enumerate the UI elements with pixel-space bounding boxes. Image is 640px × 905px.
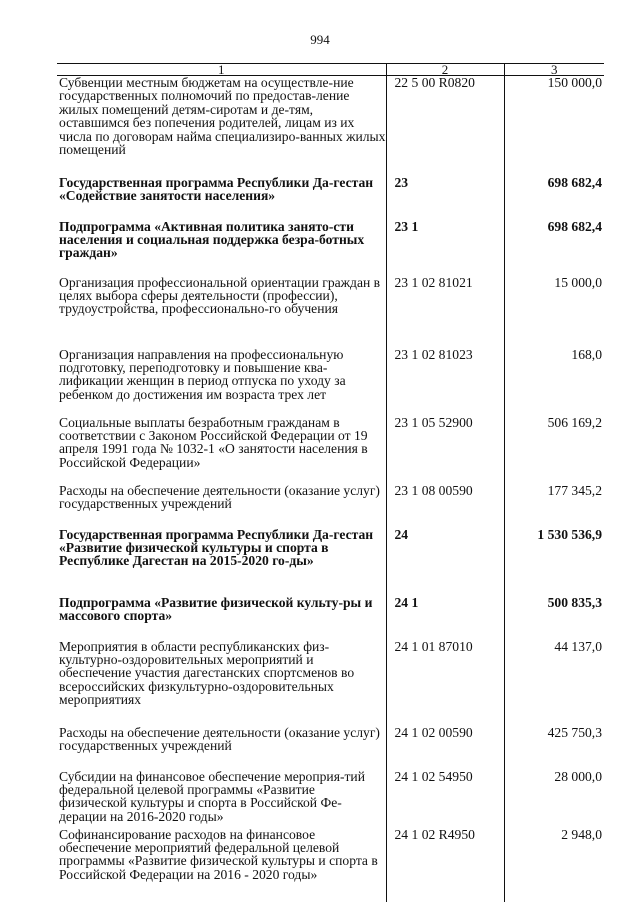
row-code-cell: 24 1 01 87010 (386, 640, 504, 726)
row-code-cell: 24 1 02 R4950 (386, 828, 504, 902)
column-header-1: 1 (57, 64, 386, 76)
row-name-cell: Расходы на обеспечение деятельности (оказание услуг) государственных учреждений (59, 724, 380, 753)
row-code-cell: 22 5 00 R0820 (386, 76, 504, 176)
row-code-cell: 24 1 02 00590 (386, 726, 504, 770)
row-code-cell: 23 1 08 00590 (386, 484, 504, 528)
row-sum-cell: 1 530 536,9 (504, 528, 604, 596)
table-row (57, 76, 604, 176)
table-row (57, 176, 604, 220)
budget-table (57, 63, 604, 902)
row-name-cell: Субсидии на финансовое обеспечение мероприя-тий федеральной целевой программы «Развитие физической культуры и спорта в Российской Фе-дерации на 2016-2020 годы» (59, 768, 365, 824)
table-row (57, 348, 604, 416)
row-sum-cell: 28 000,0 (504, 770, 604, 828)
row-name-cell: Расходы на обеспечение деятельности (оказание услуг) государственных учреждений (59, 482, 380, 511)
table-row (57, 770, 604, 828)
row-sum-cell: 150 000,0 (504, 76, 604, 176)
row-name-cell: Подпрограмма «Активная политика занято-сти населения и социальная поддержка безра-ботных граждан» (59, 218, 365, 261)
page-number: 994 (310, 32, 330, 47)
column-header-2: 2 (386, 64, 504, 76)
row-sum-cell: 177 345,2 (504, 484, 604, 528)
row-sum-cell: 698 682,4 (504, 220, 604, 276)
row-name-cell: Подпрограмма «Развитие физической культу-ры и массового спорта» (59, 594, 373, 623)
row-sum-cell: 506 169,2 (504, 416, 604, 484)
table-row (57, 640, 604, 726)
row-name-cell: Мероприятия в области республиканских физ-культурно-оздоровительных мероприятий и обеспечение участия дагестанских спортсменов во всероссийских физкультурно-оздоровительных мероприятиях (59, 638, 355, 708)
row-code-cell: 24 1 (386, 596, 504, 640)
row-code-cell: 24 1 02 54950 (386, 770, 504, 828)
row-name-cell: Социальные выплаты безработным гражданам в соответствии с Законом Российской Федерации от 19 апреля 1991 года № 1032-1 «О занятости населения в Российской Федерации» (59, 414, 368, 470)
row-name-cell: Государственная программа Республики Да-гестан «Содействие занятости населения» (59, 174, 374, 203)
row-sum-cell: 425 750,3 (504, 726, 604, 770)
row-sum-cell: 2 948,0 (504, 828, 604, 902)
row-sum-cell: 15 000,0 (504, 276, 604, 348)
table-row (57, 528, 604, 596)
row-code-cell: 23 1 (386, 220, 504, 276)
row-code-cell: 24 (386, 528, 504, 596)
table-row (57, 596, 604, 640)
table-row (57, 276, 604, 348)
row-name-cell: Субвенции местным бюджетам на осуществле-ние государственных полномочий по предостав-ление жилых помещений детям-сиротам и де-тям, оставшимся без попечения родителей, лицам из их числа по договорам найма специализиро-ванных жилых помещений (59, 75, 386, 158)
row-name-cell: Государственная программа Республики Да-гестан «Развитие физической культуры и спорта в Республике Дагестан на 2015-2020 го-ды» (59, 526, 374, 569)
table-row (57, 828, 604, 902)
row-code-cell: 23 1 02 81023 (386, 348, 504, 416)
row-name-cell: Организация направления на профессиональную подготовку, переподготовку и повышение ква-лификации женщин в период отпуска по уходу за ребенком до достижения им возраста трех лет (59, 346, 346, 402)
row-sum-cell: 500 835,3 (504, 596, 604, 640)
row-name-cell: Софинансирование расходов на финансовое обеспечение мероприятий федеральной целевой программы «Развитие физической культуры и спорта в Российской Федерации на 2016 - 2020 годы» (59, 826, 378, 882)
table-row (57, 726, 604, 770)
table-row (57, 416, 604, 484)
table-header-row (57, 64, 604, 76)
row-sum-cell: 44 137,0 (504, 640, 604, 726)
table-row (57, 220, 604, 276)
table-row (57, 484, 604, 528)
row-code-cell: 23 (386, 176, 504, 220)
row-name-cell: Организация профессиональной ориентации граждан в целях выбора сферы деятельности (профессии), трудоустройства, профессионально-го обучения (59, 274, 381, 317)
row-sum-cell: 168,0 (504, 348, 604, 416)
column-header-3: 3 (504, 64, 604, 76)
row-code-cell: 23 1 05 52900 (386, 416, 504, 484)
row-code-cell: 23 1 02 81021 (386, 276, 504, 348)
row-sum-cell: 698 682,4 (504, 176, 604, 220)
